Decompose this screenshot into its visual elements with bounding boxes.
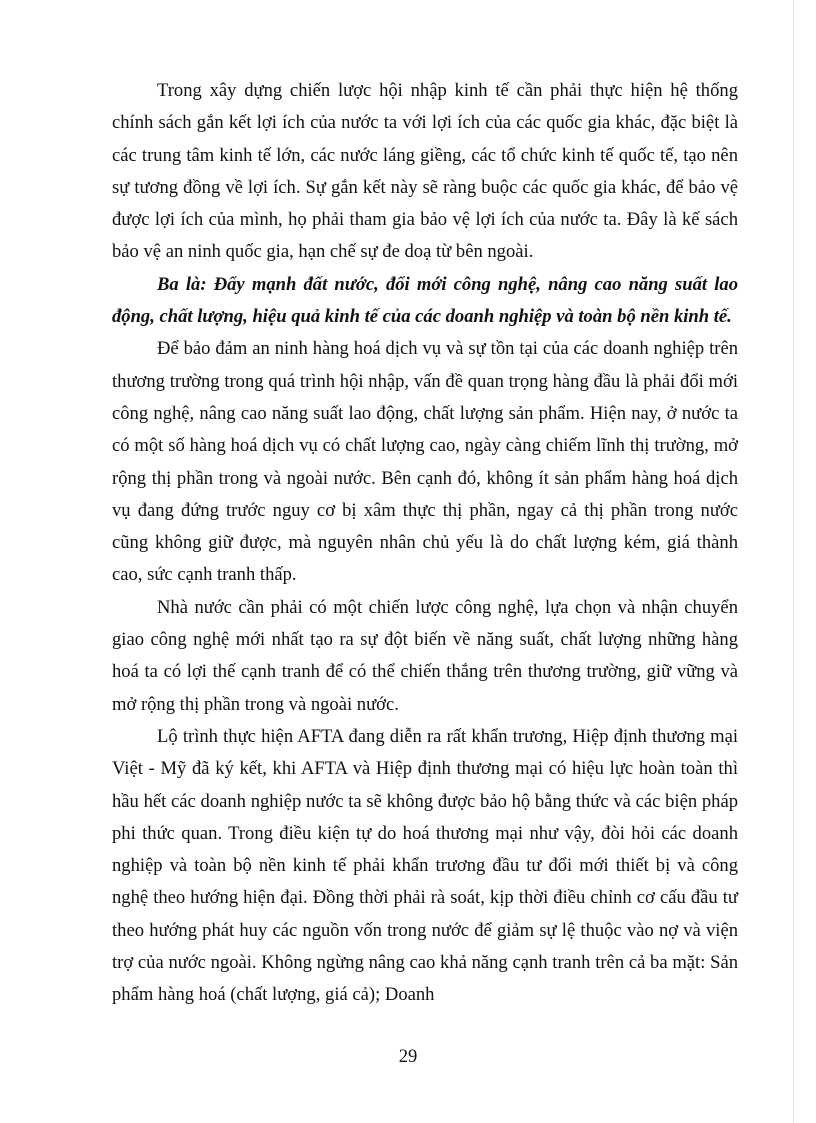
document-body — [112, 75, 738, 1012]
page-number: 29 — [398, 1046, 418, 1067]
paragraph-goods-security: Để bảo đảm an ninh hàng hoá dịch vụ và sự tồn tại của các doanh nghiệp trên thương trường trong quá trình hội nhập, vấn đề quan trọng hàng đầu là phải đổi mới công nghệ, nâng cao năng suất lao động, chất lượng sản phẩm. Hiện nay, ở nước ta có một số hàng hoá dịch vụ có chất lượng cao, ngày càng chiếm lĩnh thị trường, mở rộng thị phần trong và ngoài nước. Bên cạnh đó, không ít sản phẩm hàng hoá dịch vụ đang đứng trước nguy cơ bị xâm thực thị phần, ngay cả thị phần trong nước cũng không giữ được, mà nguyên nhân chủ yếu là do chất lượng kém, giá thành cao, sức cạnh tranh thấp. — [112, 338, 738, 586]
paragraph-integration-strategy: Trong xây dựng chiến lược hội nhập kinh tế cần phải thực hiện hệ thống chính sách gắn kết lợi ích của nước ta với lợi ích của các quốc gia khác, đặc biệt là các trung tâm kinh tế lớn, các nước láng giềng, các tổ chức kinh tế quốc tế, tạo nên sự tương đồng về lợi ích. Sự gắn kết này sẽ ràng buộc các quốc gia khác, để bảo vệ được lợi ích của mình, họ phải tham gia bảo vệ lợi ích của nước ta. Đây là kế sách bảo vệ an ninh quốc gia, hạn chế sự đe doạ từ bên ngoài. — [112, 80, 738, 263]
page-edge-line — [793, 0, 794, 1123]
section-heading-ba-la: Ba là: Đẩy mạnh đất nước, đổi mới công nghệ, nâng cao năng suất lao động, chất lượng, hiệu quả kinh tế của các doanh nghiệp và toàn bộ nền kinh tế. — [112, 273, 738, 328]
paragraph-afta-roadmap: Lộ trình thực hiện AFTA đang diễn ra rất khẩn trương, Hiệp định thương mại Việt - Mỹ đã ký kết, khi AFTA và Hiệp định thương mại có hiệu lực hoàn toàn thì hầu hết các doanh nghiệp nước ta sẽ không được bảo hộ bằng thức và các biện pháp phi thức quan. Trong điều kiện tự do hoá thương mại như vậy, đòi hỏi các doanh nghiệp và toàn bộ nền kinh tế phải khẩn trương đầu tư đổi mới thiết bị và công nghệ theo hướng hiện đại. Đồng thời phải rà soát, kịp thời điều chỉnh cơ cấu đầu tư theo hướng phát huy các nguồn vốn trong nước để giảm sự lệ thuộc vào nợ và viện trợ của nước ngoài. Không ngừng nâng cao khả năng cạnh tranh trên cả ba mặt: Sản phẩm hàng hoá (chất lượng, giá cả); Doanh — [112, 725, 738, 1006]
paragraph-technology-strategy: Nhà nước cần phải có một chiến lược công nghệ, lựa chọn và nhận chuyển giao công nghệ mới nhất tạo ra sự đột biến về năng suất, chất lượng những hàng hoá ta có lợi thế cạnh tranh để có thể chiến thắng trên thương trường, giữ vững và mở rộng thị phần trong và ngoài nước. — [112, 596, 738, 715]
